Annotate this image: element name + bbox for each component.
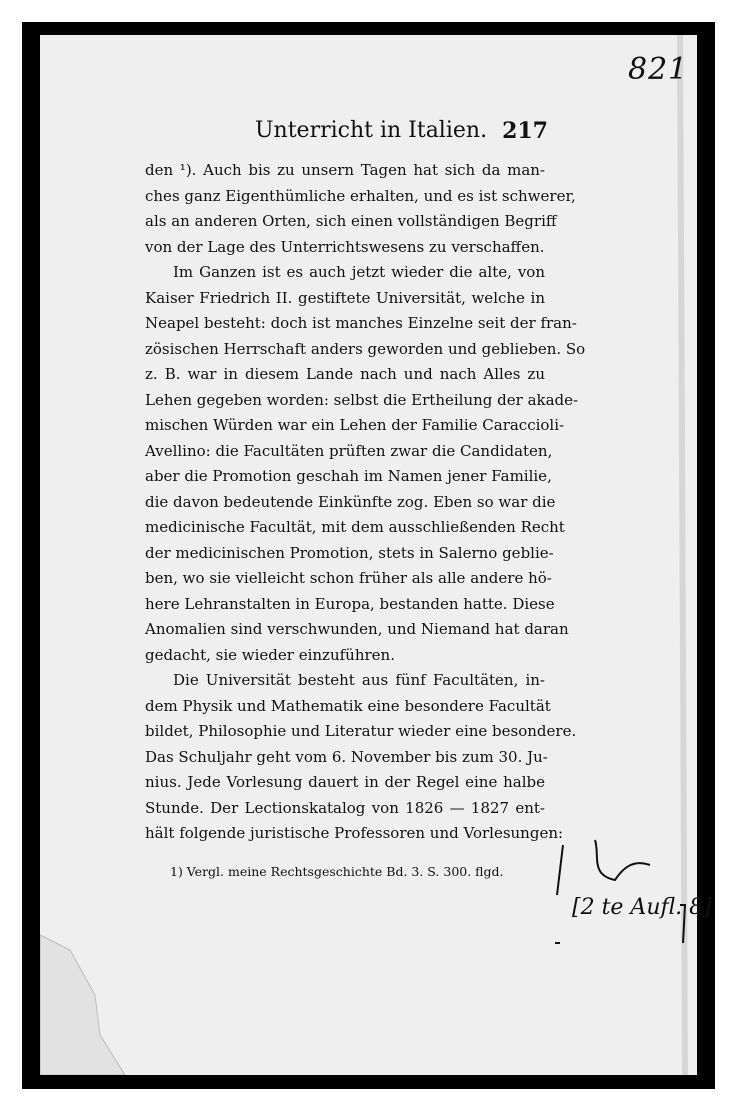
text-line: dem Physik und Mathematik eine besondere Facultät bbox=[145, 696, 551, 715]
margin-number: 821 bbox=[628, 52, 689, 87]
handwritten-note: [2 te Aufl. 8] bbox=[572, 895, 712, 920]
text-line: Anomalien sind verschwunden, und Niemand hat daran bbox=[145, 620, 569, 638]
text-line: aber die Promotion geschah im Namen jener Familie, bbox=[145, 467, 552, 485]
text-line: hält folgende juristische Professoren und Vorlesungen: bbox=[145, 824, 564, 842]
bracket-left-icon bbox=[555, 905, 560, 943]
text-line: der medicinischen Promotion, stets in Salerno geblie- bbox=[145, 543, 554, 562]
text-line: Kaiser Friedrich II. gestiftete Universität, welche in bbox=[145, 288, 545, 307]
text-line: Lehen gegeben worden: selbst die Ertheilung der akade- bbox=[145, 390, 579, 409]
page-number: 217 bbox=[502, 118, 548, 144]
text-line: ches ganz Eigenthümliche erhalten, und es ist schwerer, bbox=[145, 186, 576, 205]
text-line: z. B. war in diesem Lande nach und nach Alles zu bbox=[145, 365, 545, 383]
text-line: Das Schuljahr geht vom 6. November bis zum 30. Ju- bbox=[145, 747, 548, 766]
handwritten-strokes bbox=[555, 835, 695, 945]
page-header bbox=[128, 118, 548, 154]
text-line: Im Ganzen ist es auch jetzt wieder die alte, von bbox=[173, 263, 545, 281]
pen-scribble bbox=[595, 840, 650, 880]
running-title: Unterricht in Italien. bbox=[255, 118, 488, 143]
footnote: 1) Vergl. meine Rechtsgeschichte Bd. 3. S. 300. flgd. bbox=[170, 864, 504, 879]
text-line: bildet, Philosophie und Literatur wieder eine besondere. bbox=[145, 722, 577, 740]
text-line: gedacht, sie wieder einzuführen. bbox=[145, 645, 395, 664]
text-line: medicinische Facultät, mit dem ausschließenden Recht bbox=[145, 518, 565, 536]
torn-corner bbox=[40, 935, 125, 1075]
pen-stroke bbox=[557, 845, 563, 895]
text-line: here Lehranstalten in Europa, bestanden hatte. Diese bbox=[145, 594, 555, 613]
text-line: Die Universität besteht aus fünf Facultäten, in- bbox=[173, 671, 545, 689]
footnote-rule bbox=[145, 858, 545, 859]
text-line: Avellino: die Facultäten prüften zwar die Candidaten, bbox=[145, 441, 553, 460]
text-line: den ¹). Auch bis zu unsern Tagen hat sich da man- bbox=[145, 161, 545, 179]
text-line: ben, wo sie vielleicht schon früher als alle andere hö- bbox=[145, 569, 552, 587]
text-line: Neapel besteht: doch ist manches Einzelne seit der fran- bbox=[145, 314, 577, 332]
text-line: nius. Jede Vorlesung dauert in der Regel eine halbe bbox=[145, 773, 545, 791]
text-line: von der Lage des Unterrichtswesens zu verschaffen. bbox=[145, 237, 545, 256]
text-line: mischen Würden war ein Lehen der Familie Caraccioli- bbox=[145, 416, 565, 434]
text-line: zösischen Herrschaft anders geworden und geblieben. So bbox=[145, 339, 586, 358]
body-text bbox=[145, 158, 586, 847]
text-line: die davon bedeutende Einkünfte zog. Eben so war die bbox=[145, 492, 556, 511]
text-line: als an anderen Orten, sich einen vollständigen Begriff bbox=[145, 212, 557, 230]
text-line: Stunde. Der Lectionskatalog von 1826 — 1827 ent- bbox=[145, 798, 545, 817]
